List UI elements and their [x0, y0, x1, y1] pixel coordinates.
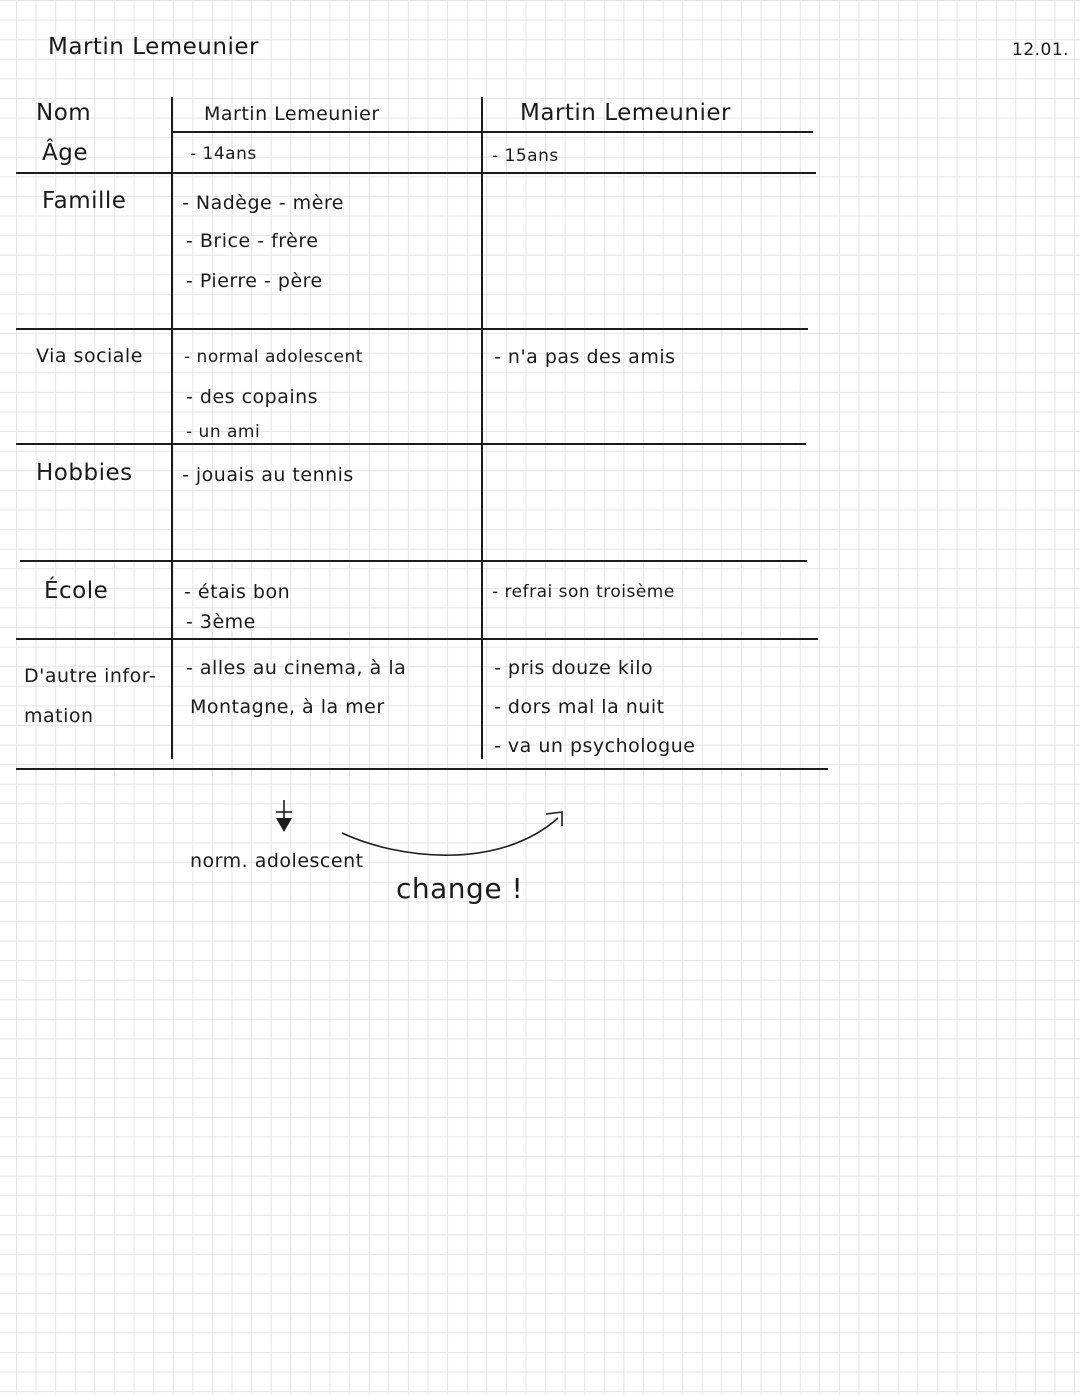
cell-after-ecole: - refrai son troisème — [492, 582, 675, 602]
cell-before-age: - 14ans — [190, 144, 257, 164]
cell-before-autre-1: - alles au cinema, à la — [186, 657, 407, 679]
row-label-famille: Famille — [42, 188, 127, 214]
cell-after-autre-3: - va un psychologue — [494, 735, 696, 757]
cell-before-autre-2: Montagne, à la mer — [190, 696, 385, 718]
cell-before-hobbies: - jouais au tennis — [182, 464, 354, 486]
row-label-vie-sociale: Via sociale — [36, 345, 143, 367]
note-normal-adolescent: norm. adolescent — [190, 850, 364, 872]
cell-before-social-2: - des copains — [186, 386, 319, 408]
row-label-autre-information: D'autre infor-mation — [24, 665, 157, 727]
cell-after-autre-2: - dors mal la nuit — [494, 696, 665, 718]
cell-before-famille-2: - Brice - frère — [186, 230, 319, 252]
cell-before-famille-3: - Pierre - père — [186, 270, 323, 292]
student-name: Martin Lemeunier — [48, 34, 259, 60]
cell-before-nom: Martin Lemeunier — [204, 103, 380, 125]
arrow-head-icon — [276, 818, 292, 832]
row-label-ecole: École — [44, 578, 109, 604]
row-label-age: Âge — [42, 140, 88, 166]
cell-before-social-1: - normal adolescent — [184, 347, 363, 367]
page-date: 12.01. — [1012, 40, 1070, 60]
cell-before-social-3: - un ami — [186, 422, 261, 442]
curved-arrow-head-icon — [546, 812, 562, 826]
cell-after-social-1: - n'a pas des amis — [494, 346, 676, 368]
row-label-hobbies: Hobbies — [36, 460, 133, 486]
cell-after-age: - 15ans — [492, 146, 559, 166]
cell-before-ecole-1: - étais bon — [184, 581, 291, 603]
note-change: change ! — [396, 872, 524, 905]
row-label-nom: Nom — [36, 100, 92, 126]
cell-after-autre-1: - pris douze kilo — [494, 657, 654, 679]
cell-before-famille-1: - Nadège - mère — [182, 192, 344, 214]
curved-arrow — [342, 818, 558, 855]
cell-after-nom: Martin Lemeunier — [520, 100, 731, 126]
cell-before-ecole-2: - 3ème — [186, 611, 256, 633]
